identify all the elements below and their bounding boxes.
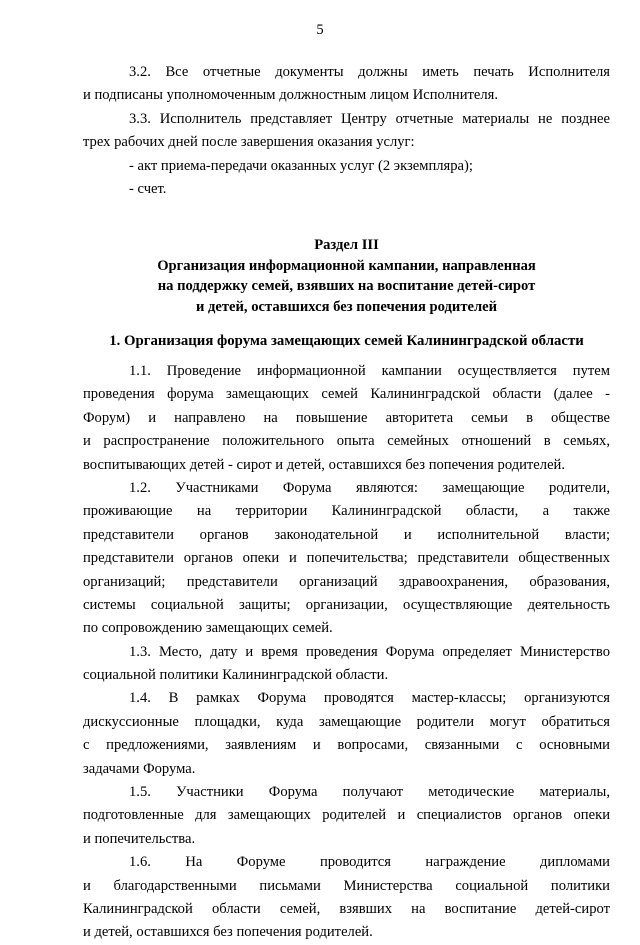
body-text-line: и благодарственными письмами Министерства социальной политики bbox=[83, 877, 610, 894]
body-text-line: задачами Форума. bbox=[83, 760, 196, 777]
intro-text-line: трех рабочих дней после завершения оказания услуг: bbox=[83, 134, 415, 151]
body-text-line: Калининградской области семей, взявших на воспитание детей-сирот bbox=[83, 900, 610, 917]
section-heading bbox=[83, 235, 610, 317]
body-text-line: дискуссионные площадки, куда замещающие родители могут обратиться bbox=[83, 713, 610, 730]
body-text-line: подготовленные для замещающих родителей и специалистов органов опеки bbox=[83, 807, 610, 824]
intro-text-line: и подписаны уполномоченным должностным лицом Исполнителя. bbox=[83, 87, 499, 104]
body-text-line: с предложениями, заявлениям и вопросами, связанными с основными bbox=[83, 737, 610, 754]
body-paragraphs bbox=[83, 360, 610, 945]
section-subtitle-line: и детей, оставшихся без попечения родителей bbox=[195, 298, 498, 315]
body-text-line: представители органов опеки и попечительства; представители общественных bbox=[83, 550, 610, 567]
body-text-line: 1.6. На Форуме проводится награждение дипломами bbox=[129, 854, 610, 871]
intro-text-line: - счет. bbox=[129, 180, 167, 197]
intro-paragraphs bbox=[83, 61, 610, 201]
body-text-line: и попечительства. bbox=[83, 830, 196, 847]
intro-text-line: 3.3. Исполнитель представляет Центру отчетные материалы не позднее bbox=[129, 110, 610, 127]
section-subtitle-line: на поддержку семей, взявших на воспитание детей-сирот bbox=[157, 278, 536, 294]
body-text-line: 1.4. В рамках Форума проводятся мастер-классы; организуются bbox=[129, 690, 610, 707]
body-text-line: 1.1. Проведение информационной кампании осуществляется путем bbox=[129, 363, 610, 379]
intro-text-line: - акт приема-передачи оказанных услуг (2 экземпляра); bbox=[129, 157, 473, 174]
body-text-line: 1.2. Участниками Форума являются: замещающие родители, bbox=[129, 479, 610, 496]
page-number: 5 bbox=[316, 22, 324, 38]
subsection-title: 1. Организация форума замещающих семей Калининградской области bbox=[109, 333, 584, 349]
body-text-line: организаций; представители организаций здравоохранения, образования, bbox=[83, 573, 610, 590]
body-text-line: воспитывающих детей - сирот и детей, оставшихся без попечения родителей. bbox=[83, 456, 565, 473]
section-title: Раздел III bbox=[314, 237, 379, 253]
body-text-line: системы социальной защиты; организации, осуществляющие деятельность bbox=[83, 596, 610, 613]
body-text-line: социальной политики Калининградской области. bbox=[83, 667, 389, 684]
intro-text-line: 3.2. Все отчетные документы должны иметь печать Исполнителя bbox=[129, 64, 610, 80]
body-text-line: и распространение положительного опыта семейных отношений в семьях, bbox=[83, 433, 610, 450]
section-subtitle-line: Организация информационной кампании, направленная bbox=[157, 257, 536, 274]
body-text-line: 1.5. Участники Форума получают методические материалы, bbox=[129, 784, 610, 801]
body-text-line: представители органов законодательной и исполнительной власти; bbox=[83, 526, 610, 543]
body-text-line: проведения форума замещающих семей Калининградской области (далее - bbox=[83, 386, 610, 403]
body-text-line: проживающие на территории Калининградской области, а также bbox=[83, 503, 610, 520]
body-text-line: Форум) и направлено на повышение авторитета семьи в обществе bbox=[83, 409, 610, 426]
body-text-line: по сопровождению замещающих семей. bbox=[83, 620, 333, 637]
body-text-line: и детей, оставшихся без попечения родителей. bbox=[83, 924, 373, 941]
body-text-line: 1.3. Место, дату и время проведения Форума определяет Министерство bbox=[129, 643, 610, 660]
